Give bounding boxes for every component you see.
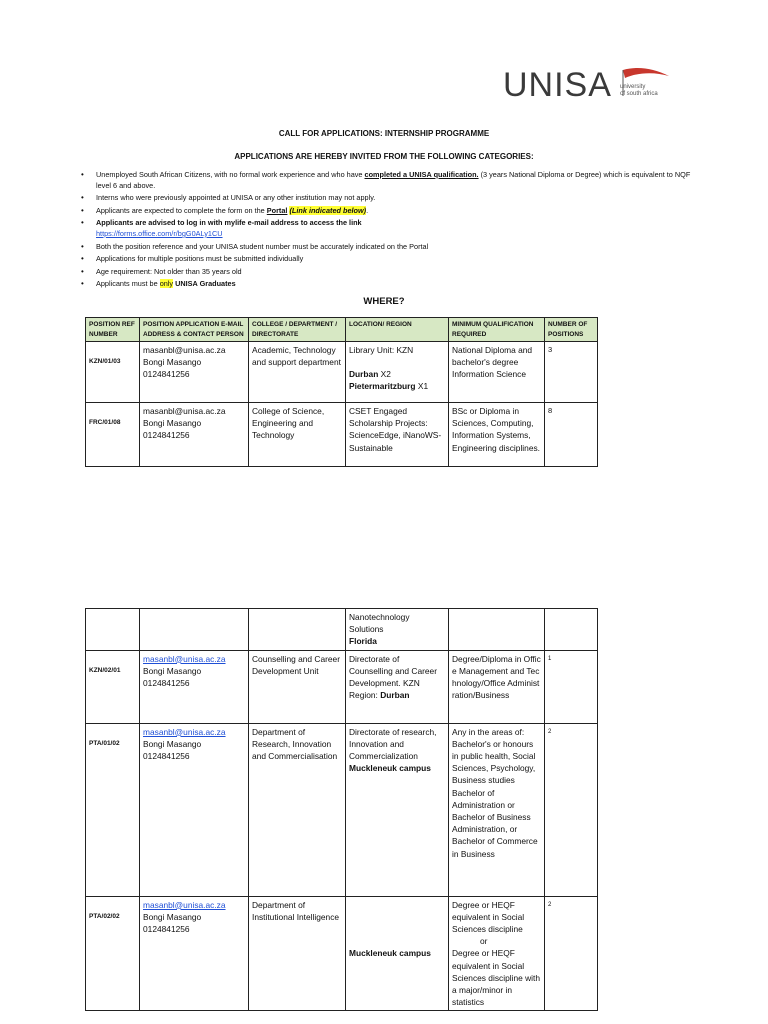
location-cell: Nanotechnology Solutions Florida [346,609,449,651]
requirements-list [96,170,706,292]
page-subtitle: APPLICATIONS ARE HEREBY INVITED FROM THE FOLLOWING CATEGORIES: [234,152,534,161]
location-cell: Directorate of Counselling and Career Development. KZN Region: Durban [346,650,449,723]
location-cell: Directorate of research, Innovation and Commercialization Muckleneuk campus [346,723,449,896]
qualification-cell [449,609,545,651]
page-title: CALL FOR APPLICATIONS: INTERNSHIP PROGRAMME [278,129,490,138]
logo-subtitle: university of south africa [620,84,658,97]
table-row [86,609,598,651]
college-cell: Department of Research, Innovation and Commercialisation [249,723,346,896]
table-row [86,896,598,1011]
ref-cell: FRC/01/08 [86,403,140,467]
college-cell: College of Science, Engineering and Technology [249,403,346,467]
positions-cell: 1 [545,650,598,723]
ref-cell: KZN/02/01 [86,650,140,723]
location-cell: Muckleneuk campus [346,896,449,1011]
positions-cell: 8 [545,403,598,467]
header-qualification: MINIMUM QUALIFICATION REQUIRED [449,318,545,342]
positions-table [85,317,598,467]
contact-cell: masanbl@unisa.ac.za Bongi Masango 0124841256 [140,650,249,723]
logo-wordmark: UNISA [503,66,612,104]
list-item: • Applications for multiple positions must be submitted individually [96,254,706,265]
table-row [86,650,598,723]
college-cell [249,609,346,651]
table-header-row [86,318,598,342]
list-item: • Unemployed South African Citizens, with no formal work experience and who have completed a UNISA qualification. (3 years National Diploma or Degree) which is equivalent to NQF level 6 and above. [96,170,706,191]
unisa-logo [503,66,673,104]
qualification-cell: Any in the areas of: Bachelor's or honours in public health, Social Sciences, Psychology, Business studies Bachelor of Administration or Bachelor of Business Administration, or Bachelor of Commerce in Business [449,723,545,896]
contact-cell: masanbl@unisa.ac.za Bongi Masango 0124841256 [140,723,249,896]
positions-cell: 2 [545,896,598,1011]
header-college: COLLEGE / DEPARTMENT / DIRECTORATE [249,318,346,342]
header-ref: POSITION REF NUMBER [86,318,140,342]
table-row [86,723,598,896]
section-heading-where: WHERE? [363,296,405,307]
qualification-cell: Degree or HEQF equivalent in Social Sciences discipline or Degree or HEQF equivalent in Social Sciences discipline with a major/minor in statistics [449,896,545,1011]
qualification-cell: Degree/Diploma in Office Management and Technology/Office Administration/Business [449,650,545,723]
positions-cell [545,609,598,651]
email-link[interactable]: masanbl@unisa.ac.za [143,726,226,737]
email-link[interactable]: masanbl@unisa.ac.za [143,653,226,664]
location-cell: CSET Engaged Scholarship Projects: ScienceEdge, iNanoWS- Sustainable [346,403,449,467]
list-item: • Applicants must be only UNISA Graduates [96,279,706,290]
college-cell: Academic, Technology and support department [249,342,346,403]
list-item: • Age requirement: Not older than 35 years old [96,267,706,278]
portal-link[interactable]: https://forms.office.com/r/bgG0ALy1CU [96,228,223,238]
ref-cell: PTA/01/02 [86,723,140,896]
positions-cell: 3 [545,342,598,403]
ref-cell [86,609,140,651]
ref-cell: KZN/01/03 [86,342,140,403]
positions-table-continued [85,608,598,1011]
table-row [86,342,598,403]
qualification-cell: National Diploma and bachelor's degree Information Science [449,342,545,403]
list-item: • Applicants are expected to complete the form on the Portal (Link indicated below). [96,206,706,217]
location-cell: Library Unit: KZN Durban X2 Pietermaritzburg X1 [346,342,449,403]
contact-cell: masanbl@unisa.ac.za Bongi Masango 0124841256 [140,342,249,403]
qualification-cell: BSc or Diploma in Sciences, Computing, Information Systems, Engineering disciplines. [449,403,545,467]
email-link[interactable]: masanbl@unisa.ac.za [143,899,226,910]
header-contact: POSITION APPLICATION E-MAIL ADDRESS & CONTACT PERSON [140,318,249,342]
header-positions: NUMBER OF POSITIONS [545,318,598,342]
table-row [86,403,598,467]
list-item: • Interns who were previously appointed at UNISA or any other institution may not apply. [96,193,706,204]
header-location: LOCATION/ REGION [346,318,449,342]
college-cell: Counselling and Career Development Unit [249,650,346,723]
list-item: • Applicants are advised to log in with mylife e-mail address to access the link https://forms.office.com/r/bgG0ALy1CU [96,218,706,239]
positions-cell: 2 [545,723,598,896]
contact-cell: masanbl@unisa.ac.za Bongi Masango 0124841256 [140,896,249,1011]
list-item: • Both the position reference and your UNISA student number must be accurately indicated on the Portal [96,242,706,253]
ref-cell: PTA/02/02 [86,896,140,1011]
college-cell: Department of Institutional Intelligence [249,896,346,1011]
contact-cell [140,609,249,651]
contact-cell: masanbl@unisa.ac.za Bongi Masango 0124841256 [140,403,249,467]
